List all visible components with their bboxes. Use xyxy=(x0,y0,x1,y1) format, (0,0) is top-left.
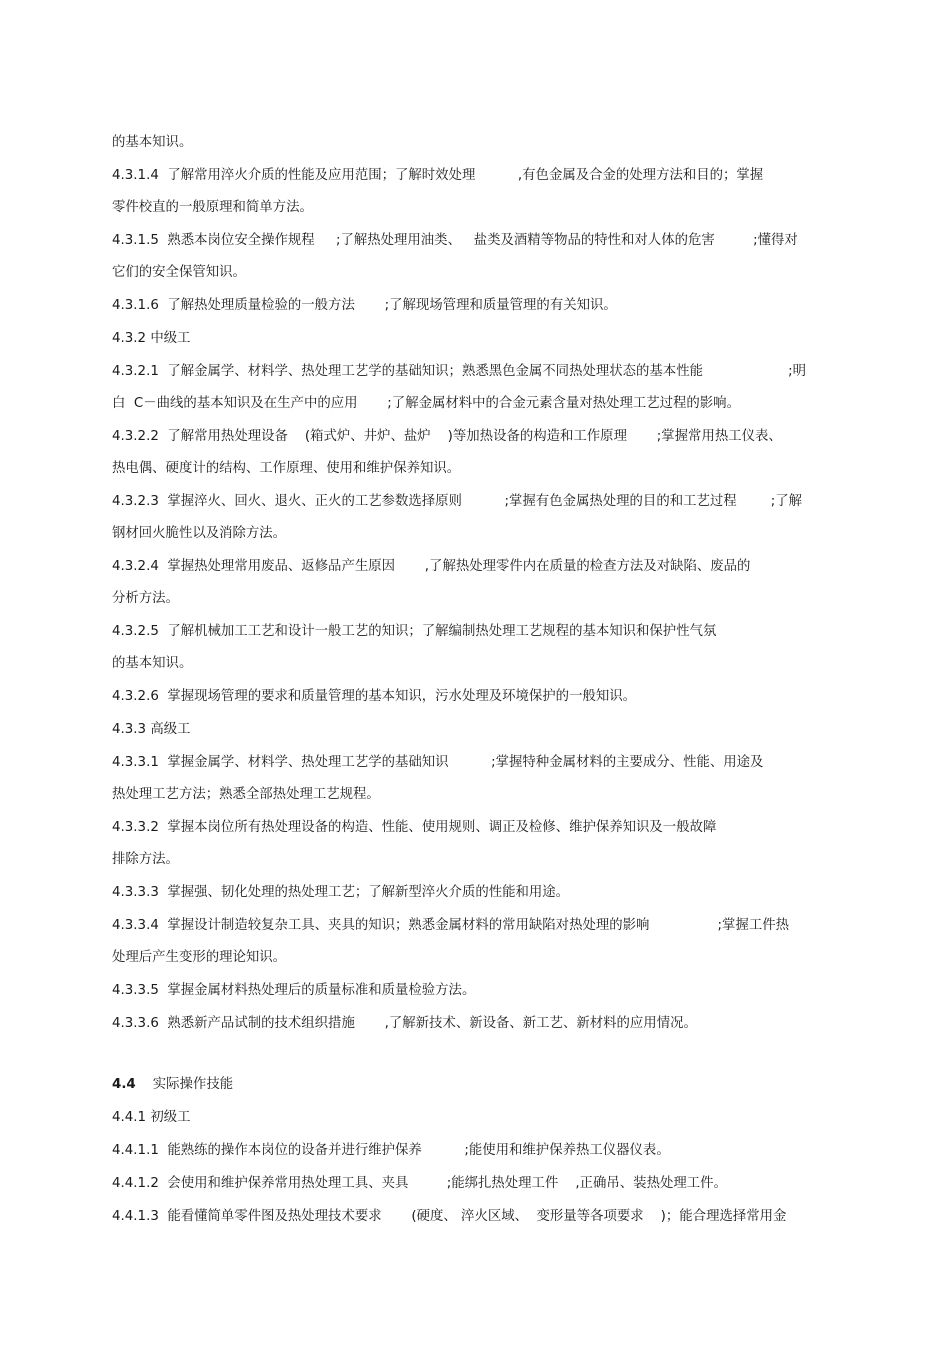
paragraph-line: 4.3.1.6 了解热处理质量检验的一般方法 ;了解现场管理和质量管理的有关知识。 xyxy=(112,298,617,313)
paragraph-line: 4.3.2.4 掌握热处理常用废品、返修品产生原因 ,了解热处理零件内在质量的检查方法及对缺陷、废品的 xyxy=(112,559,751,574)
paragraph-line: 4.4.1 初级工 xyxy=(112,1110,191,1125)
paragraph-line: 4.3.3 高级工 xyxy=(112,722,191,737)
paragraph-line: 4.3.3.5 掌握金属材料热处理后的质量标准和质量检验方法。 xyxy=(112,983,476,998)
paragraph-continuation: 白 C－曲线的基本知识及在生产中的应用 ;了解金属材料中的合金元素含量对热处理工艺过程的影响。 xyxy=(112,396,740,411)
paragraph-continuation: 处理后产生变形的理论知识。 xyxy=(112,950,287,965)
paragraph-line: 4.3.2 中级工 xyxy=(112,331,191,346)
paragraph-line: 4.4.1.3 能看懂简单零件图及热处理技术要求 (硬度、 淬火区域、 变形量等各项要求 )；能合理选择常用金 xyxy=(112,1209,787,1224)
paragraph-line: 4.4.1.1 能熟练的操作本岗位的设备并进行维护保养 ;能使用和维护保养热工仪器仪表。 xyxy=(112,1143,670,1158)
paragraph-line: 4.3.3.6 熟悉新产品试制的技术组织措施 ,了解新技术、新设备、新工艺、新材料的应用情况。 xyxy=(112,1016,697,1031)
paragraph-line: 的基本知识。 xyxy=(112,135,193,150)
paragraph-continuation: 的基本知识。 xyxy=(112,656,193,671)
paragraph-line: 4.3.3.3 掌握强、韧化处理的热处理工艺；了解新型淬火介质的性能和用途。 xyxy=(112,885,570,900)
paragraph-line: 4.3.2.1 了解金属学、材料学、热处理工艺学的基础知识；熟悉黑色金属不同热处理状态的基本性能 ;明 xyxy=(112,364,807,379)
paragraph-line: 4.3.3.4 掌握设计制造较复杂工具、夹具的知识；熟悉金属材料的常用缺陷对热处理的影响 ;掌握工件热 xyxy=(112,918,789,933)
section-title: 实际操作技能 xyxy=(152,1077,234,1092)
paragraph-continuation: 它们的安全保管知识。 xyxy=(112,265,246,280)
document-body xyxy=(112,134,872,1226)
paragraph-line: 4.3.2.2 了解常用热处理设备 (箱式炉、井炉、盐炉 )等加热设备的构造和工作原理 ;掌握常用热工仪表、 xyxy=(112,429,782,444)
paragraph-line: 4.3.2.5 了解机械加工工艺和设计一般工艺的知识；了解编制热处理工艺规程的基本知识和保护性气氛 xyxy=(112,624,717,639)
paragraph-continuation: 分析方法。 xyxy=(112,591,179,606)
paragraph-line: 4.4.1.2 会使用和维护保养常用热处理工具、夹具 ;能绑扎热处理工件 ,正确吊、装热处理工件。 xyxy=(112,1176,727,1191)
paragraph-continuation: 零件校直的一般原理和简单方法。 xyxy=(112,200,313,215)
paragraph-continuation: 钢材回火脆性以及消除方法。 xyxy=(112,526,287,541)
paragraph-line: 4.3.2.3 掌握淬火、回火、退火、正火的工艺参数选择原则 ;掌握有色金属热处理的目的和工艺过程 ;了解 xyxy=(112,494,803,509)
section-heading xyxy=(112,1076,872,1094)
paragraph-continuation: 排除方法。 xyxy=(112,852,179,867)
paragraph-continuation: 热电偶、硬度计的结构、工作原理、使用和维护保养知识。 xyxy=(112,461,461,476)
paragraph-continuation: 热处理工艺方法；熟悉全部热处理工艺规程。 xyxy=(112,787,380,802)
paragraph-line: 4.3.2.6 掌握现场管理的要求和质量管理的基本知识，污水处理及环境保护的一般知识。 xyxy=(112,689,637,704)
section-number: 4.4 xyxy=(112,1077,136,1092)
paragraph-line: 4.3.1.5 熟悉本岗位安全操作规程 ;了解热处理用油类、 盐类及酒精等物品的特性和对人体的危害 ;懂得对 xyxy=(112,233,798,248)
paragraph-line: 4.3.3.2 掌握本岗位所有热处理设备的构造、性能、使用规则、调正及检修、维护保养知识及一般故障 xyxy=(112,820,717,835)
paragraph-line: 4.3.1.4 了解常用淬火介质的性能及应用范围；了解时效处理 ,有色金属及合金的处理方法和目的；掌握 xyxy=(112,168,764,183)
paragraph-line: 4.3.3.1 掌握金属学、材料学、热处理工艺学的基础知识 ;掌握特种金属材料的主要成分、性能、用途及 xyxy=(112,755,764,770)
